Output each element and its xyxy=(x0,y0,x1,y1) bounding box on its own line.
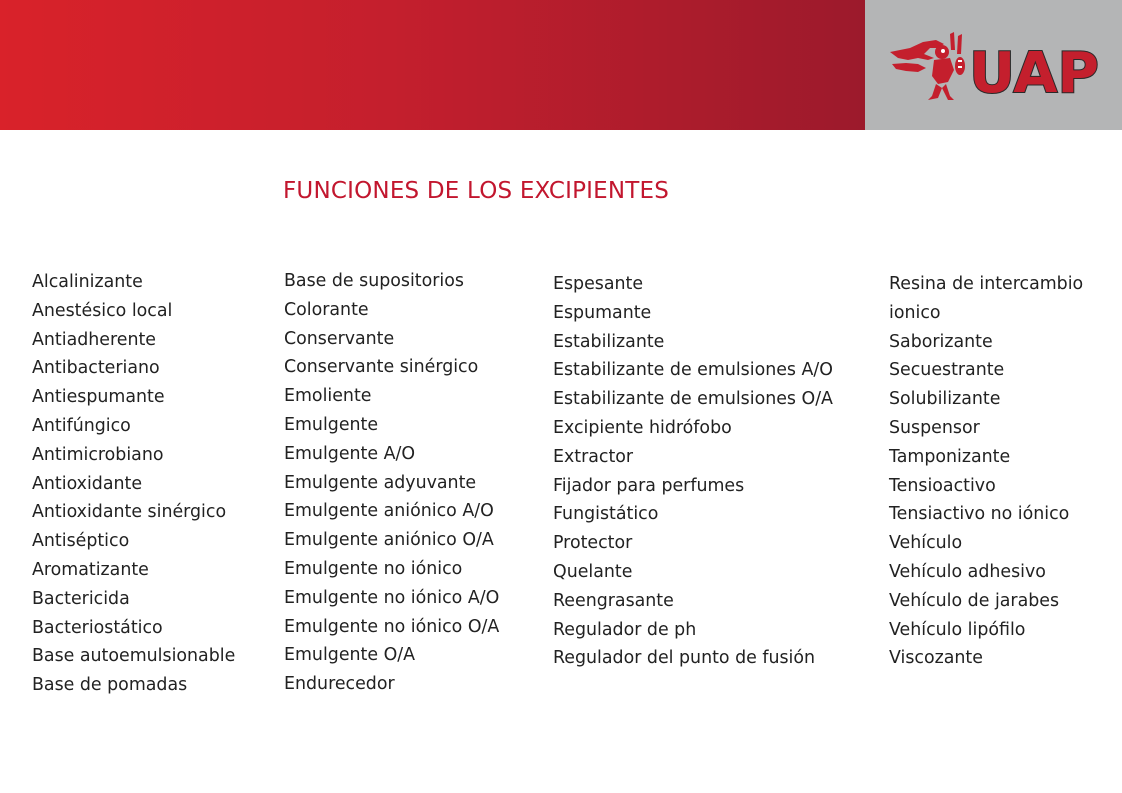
list-item: Antiséptico xyxy=(32,531,130,552)
list-item: Regulador de ph xyxy=(553,619,697,640)
list-item: Regulador del punto de fusión xyxy=(553,648,816,669)
excipient-list-col-1 xyxy=(32,268,235,700)
page-title: FUNCIONES DE LOS EXCIPIENTES xyxy=(283,178,670,204)
list-item: Emulgente adyuvante xyxy=(284,472,477,493)
list-item: Emulgente no iónico A/O xyxy=(284,587,500,608)
list-item: Reengrasante xyxy=(553,590,674,611)
list-item: Alcalinizante xyxy=(32,272,143,292)
list-item: Espumante xyxy=(553,302,652,323)
list-item: Tensiactivo no iónico xyxy=(889,504,1070,525)
list-item: Emulgente xyxy=(284,414,379,435)
list-item: Bactericida xyxy=(32,588,130,609)
uap-logo xyxy=(888,30,1103,105)
list-item: Conservante sinérgico xyxy=(284,357,479,378)
list-item: Antioxidante xyxy=(32,473,143,494)
list-item: Base de supositorios xyxy=(284,271,464,291)
list-item: Antifúngico xyxy=(32,415,131,436)
list-item: Endurecedor xyxy=(284,674,395,695)
list-item: Emulgente aniónico A/O xyxy=(284,501,494,522)
list-item: Resina de intercambio xyxy=(889,274,1084,294)
list-item: Emulgente O/A xyxy=(284,645,416,666)
list-item: Secuestrante xyxy=(889,360,1005,381)
list-item: Colorante xyxy=(284,299,369,320)
list-item: Base de pomadas xyxy=(32,675,188,696)
list-item: Tensioactivo xyxy=(889,475,996,496)
list-item: Fungistático xyxy=(553,504,659,525)
list-item: Vehículo lipófilo xyxy=(889,619,1026,640)
list-item: Emulgente aniónico O/A xyxy=(284,530,494,551)
list-item: Viscozante xyxy=(889,648,983,669)
list-item: Vehículo adhesivo xyxy=(889,561,1046,582)
list-item: Base autoemulsionable xyxy=(32,646,236,667)
list-item: Aromatizante xyxy=(32,559,149,580)
list-item: Saborizante xyxy=(889,331,993,352)
header-red-band xyxy=(0,0,865,130)
list-item: Antioxidante sinérgico xyxy=(32,502,227,523)
list-item: ionico xyxy=(889,302,941,323)
excipient-list-col-2 xyxy=(284,267,499,699)
list-item: Vehículo xyxy=(889,533,963,554)
list-item: Vehículo de jarabes xyxy=(889,590,1060,611)
list-item: Anestésico local xyxy=(32,300,173,321)
list-item: Emulgente no iónico xyxy=(284,558,463,579)
list-item: Antiespumante xyxy=(32,387,165,408)
list-item: Antimicrobiano xyxy=(32,444,164,465)
list-item: Suspensor xyxy=(889,417,980,438)
list-item: Quelante xyxy=(553,561,633,582)
list-item: Estabilizante de emulsiones O/A xyxy=(553,389,833,410)
list-item: Conservante xyxy=(284,328,395,349)
list-item: Estabilizante xyxy=(553,331,665,352)
list-item: Antiadherente xyxy=(32,329,156,350)
list-item: Tamponizante xyxy=(889,446,1011,467)
condor-emblem-icon xyxy=(890,32,965,100)
list-item: Extractor xyxy=(553,446,634,467)
list-item: Emulgente A/O xyxy=(284,443,416,464)
list-item: Espesante xyxy=(553,274,644,294)
excipient-list-col-4 xyxy=(889,270,1083,673)
logo-text: UAP xyxy=(969,41,1099,105)
list-item: Excipiente hidrófobo xyxy=(553,417,732,438)
list-item: Fijador para perfumes xyxy=(553,475,745,496)
list-item: Bacteriostático xyxy=(32,617,163,638)
list-item: Emulgente no iónico O/A xyxy=(284,616,500,637)
list-item: Solubilizante xyxy=(889,389,1001,410)
list-item: Emoliente xyxy=(284,386,372,407)
list-item: Protector xyxy=(553,533,633,554)
list-item: Antibacteriano xyxy=(32,358,160,379)
excipient-list-col-3 xyxy=(553,270,833,673)
list-item: Estabilizante de emulsiones A/O xyxy=(553,360,833,381)
